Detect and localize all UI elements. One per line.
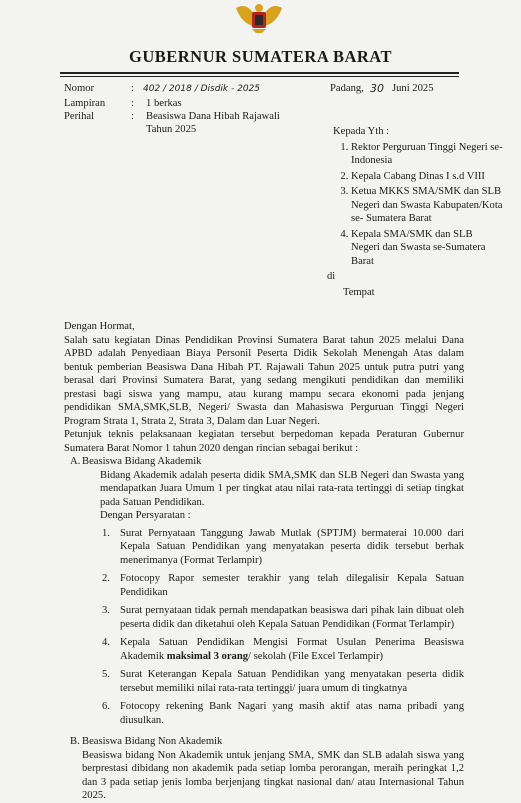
letter-day: 30	[370, 82, 384, 95]
requirement-item: 3. Surat pernyataan tidak pernah mendapatkan beasiswa dari pihak lain dibuat oleh peserta didik dan diketahui oleh Kepala Satuan Pendidikan (Format Terlampir)	[102, 605, 464, 630]
nomor-value: 402 / 2018 / Disdik - 2025	[143, 84, 261, 94]
perihal-line1: Beasiswa Dana Hibah Rajawali	[146, 111, 280, 122]
requirement-item: 6. Fotocopy rekening Bank Nagari yang masih aktif atas nama pribadi yang diusulkan.	[102, 701, 464, 726]
di-label: di	[327, 271, 336, 282]
lampiran-value: 1 berkas	[146, 98, 182, 109]
requirements-list	[64, 527, 464, 728]
section-b-title: Beasiswa Bidang Non Akademik	[82, 736, 223, 747]
paragraph-juknis: Petunjuk teknis pelaksanaan kegiatan tersebut berpedoman kepada Peraturan Gubernur Sumatera Barat Nomor 1 tahun 2020 dengan rincian sebagai berikut :	[64, 429, 464, 454]
requirement-item: 5. Surat Keterangan Kepala Satuan Pendidikan yang menyatakan peserta didik tersebut memiliki nilai rata-rata tertinggi/ juara umum di tingkatnya	[102, 669, 464, 694]
section-a-marker: A.	[70, 456, 81, 467]
requirement-bold-quota: maksimal 3 orang	[166, 650, 249, 662]
tempat-label: Tempat	[343, 286, 375, 298]
nomor-colon: :	[131, 83, 134, 94]
paragraph-intro: Salah satu kegiatan Dinas Pendidikan Provinsi Sumatera Barat tahun 2025 melalui Dana APBD adalah Penyediaan Biaya Personil Peserta Didik Sekolah Menengah Atas dalam bentuk pemberian Beasiswa Dana Hibah PT. Rajawali Tahun 2025 untuk putra putri yang berasal dari Provinsi Sumatera Barat, yang sedang mengikuti pendidikan dan memiliki prestasi bagi siswa yang mampu, atau kurang mampu secara ekonomi pada jenjang pendidikan SMA,SMK,SLB, Negeri/ Swasta dan Mahasiswa Perguruan Tinggi Negeri Program Strata 1, Strata 2, Strata 3, Dalam dan Luar Negeri.	[64, 334, 464, 427]
perihal-line2: Tahun 2025	[146, 124, 197, 135]
greeting: Dengan Hormat,	[64, 321, 135, 332]
perihal-colon: :	[131, 111, 134, 122]
recipient-item: 1. Rektor Perguruan Tinggi Negeri se- Indonesia	[351, 141, 503, 168]
section-a-text: Bidang Akademik adalah peserta didik SMA,SMK dan SLB Negeri dan Swasta yang mendapatkan Juara Umum 1 per tingkat atau nilai rata-rata tertinggi di setiap tingkat pada Satuan Pendidikan.	[100, 469, 464, 508]
letter-month-year: Juni 2025	[392, 83, 434, 94]
recipient-item: 3. Ketua MKKS SMA/SMK dan SLB Negeri dan Swasta Kabupaten/Kota se- Sumatera Barat	[351, 185, 503, 226]
section-b-marker: B.	[70, 736, 80, 747]
perihal-label: Perihal	[64, 111, 95, 122]
letter-place: Padang,	[330, 83, 364, 94]
recipient-item: 4. Kepala SMA/SMK dan SLB Negeri dan Swasta se-Sumatera Barat	[351, 228, 503, 269]
lampiran-colon: :	[131, 98, 134, 109]
section-a-title: Beasiswa Bidang Akademik	[82, 456, 202, 467]
kepada-label: Kepada Yth :	[333, 126, 390, 137]
section-b-text: Beasiswa bidang Non Akademik untuk jenjang SMA, SMK dan SLB adalah siswa yang berprestasi dibidang non akademik pada setiap lomba perorangan, meraih peringkat 1,2 dan 3 pada setiap jenis lomba berjenjang tingkat nasional dan/ atau Internasional Tahun 2025.	[82, 749, 464, 801]
lampiran-label: Lampiran	[64, 98, 106, 109]
requirement-item: 2. Fotocopy Rapor semester terakhir yang telah dilegalisir Kepala Satuan Pendidikan	[102, 573, 464, 598]
recipients-block	[327, 125, 503, 299]
letterhead-rule-thin	[60, 76, 459, 77]
section-b	[64, 735, 464, 803]
section-a	[64, 455, 464, 523]
garuda-emblem-icon	[232, 0, 286, 34]
letter-body	[64, 320, 464, 803]
letterhead-rule-thick	[60, 72, 459, 74]
requirement-item: 4. Kepala Satuan Pendidikan Mengisi Format Usulan Penerima Beasiswa Akademik maksimal 3 orang/ sekolah (File Excel Terlampir)	[102, 637, 464, 662]
requirement-item: 1. Surat Pernyataan Tanggung Jawab Mutlak (SPTJM) bermaterai 10.000 dari Kepala Satuan Pendidikan yang menyatakan peserta didik tersebut berhak menerimanya (Format Terlampir)	[102, 527, 464, 566]
letterhead-title: GUBERNUR SUMATERA BARAT	[129, 47, 392, 66]
nomor-label: Nomor	[64, 83, 95, 94]
recipient-item: 2. Kepala Cabang Dinas I s.d VIII	[351, 170, 503, 184]
section-a-requirements-label: Dengan Persyaratan :	[100, 510, 191, 521]
